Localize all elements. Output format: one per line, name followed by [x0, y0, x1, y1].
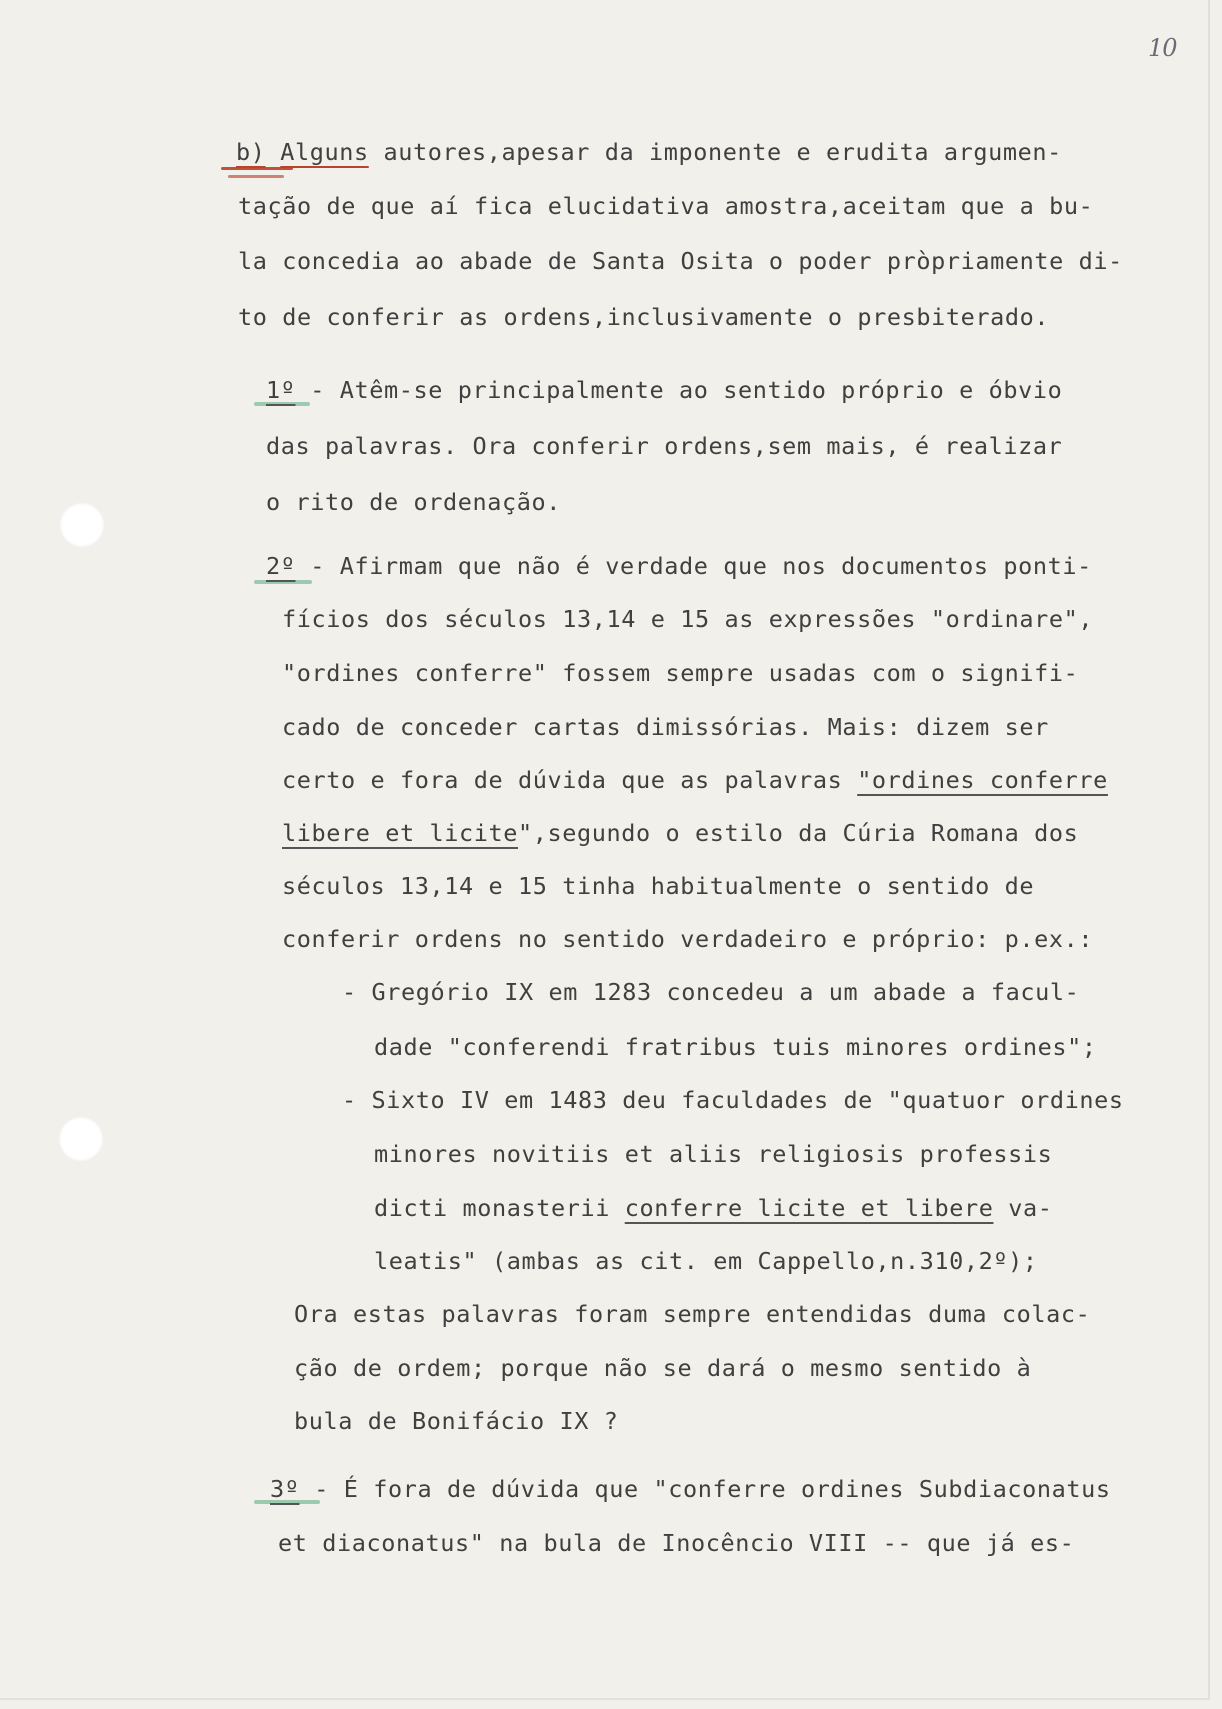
point-1-line-2: das palavras. Ora conferir ordens,sem mais, é realizar — [266, 432, 1063, 460]
punch-hole-bottom — [59, 1117, 103, 1161]
section-b-text-1: autores,apesar da imponente e erudita argumen- — [383, 138, 1062, 166]
point-2-line-3: "ordines conferre" fossem sempre usadas com o signifi- — [282, 659, 1079, 687]
example-2-quote-after: va- — [993, 1194, 1053, 1222]
point-2-line-7: séculos 13,14 e 15 tinha habitualmente o sentido de — [282, 872, 1035, 900]
green-highlight-2 — [254, 580, 312, 584]
section-b-label: b) — [236, 138, 266, 166]
section-b-line-2: tação de que aí fica elucidativa amostra,aceitam que a bu- — [238, 192, 1094, 220]
conclusion-line-3: bula de Bonifácio IX ? — [294, 1407, 619, 1435]
point-2-line-4: cado de conceder cartas dimissórias. Mais: dizem ser — [282, 713, 1049, 741]
point-2-after-quote: ",segundo o estilo da Cúria Romana dos — [517, 819, 1079, 847]
point-1-label: 1º — [266, 376, 296, 404]
page-number: 10 — [1148, 34, 1177, 62]
point-2-line-8: conferir ordens no sentido verdadeiro e próprio: p.ex.: — [282, 925, 1094, 953]
section-b-line-1 — [236, 138, 1062, 166]
example-2-line-3 — [374, 1194, 1053, 1222]
point-3-label: 3º — [270, 1475, 300, 1503]
red-pen-mark — [221, 167, 293, 170]
example-1-line-1: - Gregório IX em 1283 concedeu a um abade a facul- — [342, 978, 1080, 1006]
point-1-text-1: - Atêm-se principalmente ao sentido próprio e óbvio — [310, 376, 1063, 404]
point-2-line-1 — [266, 552, 1092, 580]
point-2-quote-a: "ordines conferre — [857, 766, 1108, 794]
point-2-quote-b: libere et licite — [282, 819, 518, 847]
point-2-line-5 — [282, 766, 1108, 794]
conclusion-line-2: ção de ordem; porque não se dará o mesmo sentido à — [294, 1354, 1032, 1382]
point-2-text-5: certo e fora de dúvida que as palavras — [282, 766, 843, 794]
example-2-line-2: minores novitiis et aliis religiosis professis — [374, 1140, 1053, 1168]
point-2-label: 2º — [266, 552, 296, 580]
example-2-quote: conferre licite et libere — [624, 1194, 994, 1222]
example-1-line-2: dade "conferendi fratribus tuis minores ordines"; — [374, 1033, 1097, 1061]
example-2-line-1: - Sixto IV em 1483 deu faculdades de "quatuor ordines — [342, 1086, 1124, 1114]
point-2-line-6 — [282, 819, 1079, 847]
point-3-line-1 — [270, 1475, 1111, 1503]
punch-hole-top — [60, 503, 104, 547]
example-2-line-4: leatis" (ambas as cit. em Cappello,n.310,2º); — [374, 1247, 1038, 1275]
section-b-line-3: la concedia ao abade de Santa Osita o poder pròpriamente di- — [238, 247, 1123, 275]
point-2-text-1: - Afirmam que não é verdade que nos documentos ponti- — [310, 552, 1092, 580]
section-b-line-4: to de conferir as ordens,inclusivamente o presbiterado. — [238, 303, 1050, 331]
red-pen-mark-2 — [228, 175, 284, 178]
point-3-text-1: - É fora de dúvida que "conferre ordines Subdiaconatus — [314, 1475, 1111, 1503]
example-2-text-3: dicti monasterii — [374, 1194, 610, 1222]
point-2-line-2: fícios dos séculos 13,14 e 15 as expressões "ordinare", — [282, 605, 1094, 633]
section-b-lead: Alguns — [280, 138, 369, 166]
point-3-line-2: et diaconatus" na bula de Inocêncio VIII -- que já es- — [278, 1529, 1075, 1557]
point-1-line-3: o rito de ordenação. — [266, 488, 561, 516]
conclusion-line-1: Ora estas palavras foram sempre entendidas duma colac- — [294, 1300, 1091, 1328]
point-1-line-1 — [266, 376, 1063, 404]
